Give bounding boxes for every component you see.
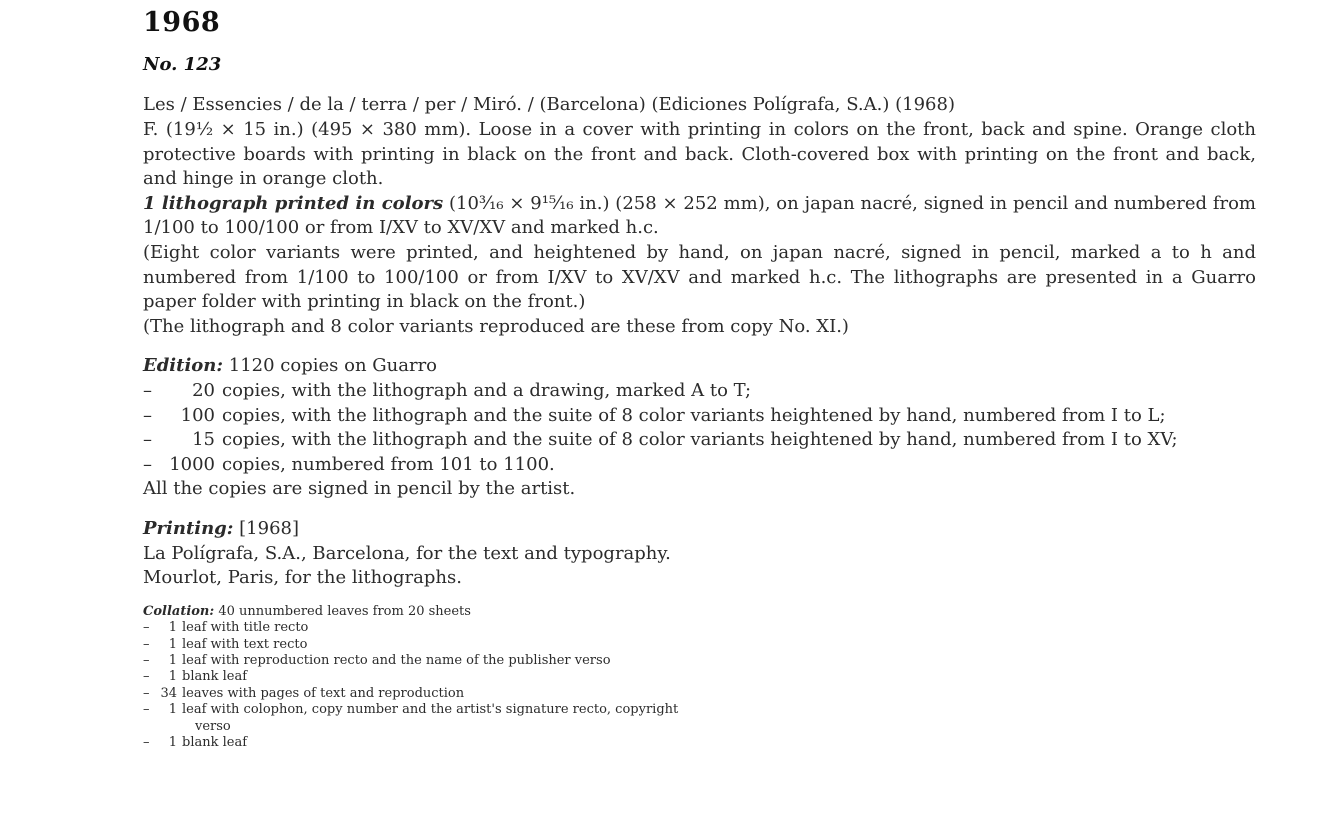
edition-item-count: 1000 (169, 453, 215, 475)
dash-marker: – (143, 702, 150, 718)
dash-marker: – (143, 380, 152, 402)
edition-item (143, 404, 1256, 429)
printing-year: [1968] (233, 517, 299, 539)
dash-marker: – (143, 735, 150, 751)
edition-item (143, 428, 1256, 453)
dash-marker: – (143, 429, 152, 451)
collation-item-text (182, 686, 1256, 702)
edition-item-text: copies, with the lithograph and the suite of 8 color variants heightened by hand, numbered from I to L; (222, 404, 1166, 426)
edition-label: Edition: (143, 355, 224, 377)
edition-item-count: 20 (192, 380, 215, 402)
year-heading: 1968 (143, 7, 221, 38)
collation-item-text (182, 637, 1256, 653)
collation-item-line: leaf with title recto (182, 620, 309, 636)
collation-heading (143, 604, 1256, 620)
collation-item (143, 637, 1256, 653)
collation-item-count: 1 (168, 735, 177, 751)
collation-item-line: leaves with pages of text and reproduction (182, 685, 465, 701)
collation-item (143, 702, 1256, 735)
collation-item-line: blank leaf (182, 669, 248, 685)
edition-item-text: copies, numbered from 101 to 1100. (222, 453, 555, 475)
collation-section (143, 604, 1256, 752)
collation-item-line: blank leaf (182, 735, 248, 751)
edition-item (143, 453, 1256, 478)
printing-line: La Polígrafa, S.A., Barcelona, for the text and typography. (143, 542, 671, 564)
collation-item-text (182, 669, 1256, 685)
dash-marker: – (143, 636, 150, 652)
collation-item-continuation: verso (195, 718, 231, 734)
collation-item-text (182, 620, 1256, 636)
edition-item-count: 100 (180, 404, 215, 426)
format-description: F. (19½ × 15 in.) (495 × 380 mm). Loose in a cover with printing in colors on the front, back and spine. Orange cloth protective boards with printing in black on the front and back. Cloth-covered box with printing on the front and back, and hinge in orange cloth. (143, 119, 1256, 190)
collation-item-count: 1 (168, 620, 177, 636)
collation-item (143, 620, 1256, 636)
edition-item-text: copies, with the lithograph and a drawing, marked A to T; (222, 380, 752, 402)
edition-heading (143, 354, 1256, 379)
collation-item-line: leaf with colophon, copy number and the artist's signature recto, copyright (182, 702, 679, 718)
printing-heading (143, 517, 1256, 542)
dash-marker: – (143, 453, 152, 475)
collation-label: Collation: (143, 603, 215, 619)
dash-marker: – (143, 404, 152, 426)
edition-section (143, 354, 1256, 502)
catalogue-entry-page (143, 0, 1256, 751)
printing-label: Printing: (143, 517, 234, 539)
collation-item-count: 1 (168, 702, 177, 718)
work-title: Les / Essencies / de la / terra / per / Miró. / (Barcelona) (Ediciones Polígrafa, S.A.) (1968) (143, 94, 955, 116)
collation-item-count: 1 (168, 652, 177, 668)
collation-item-count: 1 (168, 669, 177, 685)
collation-item-text (182, 702, 1256, 735)
collation-summary: 40 unnumbered leaves from 20 sheets (214, 603, 471, 619)
collation-item-line: leaf with text recto (182, 636, 308, 652)
collation-item-count: 1 (168, 636, 177, 652)
collation-item-count: 34 (160, 685, 177, 701)
lithograph-details: (10³⁄₁₆ × 9¹⁵⁄₁₆ in.) (258 × 252 mm), on japan nacré, signed in pencil and numbered from 1/100 to 100/100 or from I/XV to XV/XV and marked h.c. (143, 192, 1256, 239)
color-variants-note: (Eight color variants were printed, and heightened by hand, on japan nacré, signed in pencil, marked a to h and numbered from 1/100 to 100/100 or from I/XV to XV/XV and marked h.c. The lithographs are presented in a Guarro paper folder with printing in black on the front.) (143, 242, 1256, 313)
dash-marker: – (143, 685, 150, 701)
reproduction-note: (The lithograph and 8 color variants reproduced are these from copy No. XI.) (143, 315, 849, 337)
printing-line: Mourlot, Paris, for the lithographs. (143, 567, 462, 589)
printing-section (143, 517, 1256, 591)
collation-item-line: leaf with reproduction recto and the name of the publisher verso (182, 652, 611, 668)
collation-item (143, 653, 1256, 669)
work-description (143, 93, 1256, 339)
lithograph-lead: 1 lithograph printed in colors (143, 192, 444, 214)
dash-marker: – (143, 652, 150, 668)
collation-item (143, 686, 1256, 702)
collation-item (143, 669, 1256, 685)
edition-total: 1120 copies on Guarro (223, 355, 438, 377)
lithograph-description (143, 192, 1256, 241)
collation-item-text (182, 653, 1256, 669)
dash-marker: – (143, 620, 150, 636)
entry-number: No. 123 (143, 53, 222, 75)
dash-marker: – (143, 669, 150, 685)
collation-item (143, 735, 1256, 751)
edition-footer: All the copies are signed in pencil by the artist. (143, 478, 576, 500)
edition-item-count: 15 (192, 429, 215, 451)
edition-item (143, 379, 1256, 404)
collation-item-text (182, 735, 1256, 751)
edition-item-text: copies, with the lithograph and the suite of 8 color variants heightened by hand, numbered from I to XV; (222, 429, 1178, 451)
